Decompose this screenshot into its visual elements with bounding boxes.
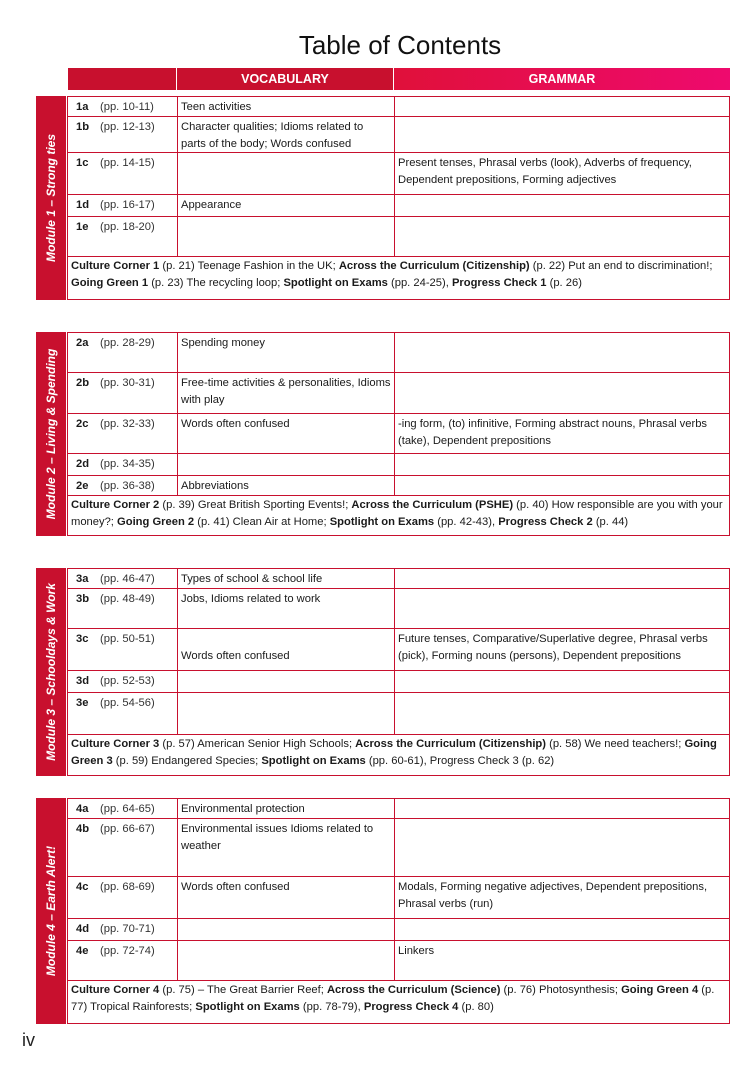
module-band — [36, 798, 66, 1024]
footer-section-title: Culture Corner 2 — [71, 499, 160, 511]
lesson-cell — [68, 941, 178, 980]
footer-section-text: (p. 39) Great British Sporting Events!; — [159, 499, 352, 511]
lesson-code: 3e — [76, 697, 89, 709]
lesson-cell — [68, 919, 178, 940]
lesson-row — [68, 217, 729, 257]
grammar-cell — [395, 919, 729, 940]
lesson-pages: (pp. 12-13) — [100, 121, 155, 133]
lesson-code: 4e — [76, 945, 89, 957]
footer-section-title: Spotlight on Exams — [195, 1001, 300, 1013]
vocabulary-cell: Environmental issues Idioms related to weather — [178, 819, 395, 876]
page-title: Table of Contents — [298, 30, 502, 60]
lesson-row — [68, 941, 729, 981]
grammar-cell — [395, 373, 729, 413]
lesson-cell — [68, 454, 178, 475]
lesson-pages: (pp. 68-69) — [100, 881, 155, 893]
footer-section-title: Across the Curriculum (Citizenship) — [338, 260, 530, 272]
lesson-pages: (pp. 34-35) — [100, 458, 155, 470]
module-title: Module 3 – Schooldays & Work — [44, 583, 58, 761]
module-band — [36, 96, 66, 300]
footer-section-text: (p. 75) – The Great Barrier Reef; — [159, 984, 327, 996]
grammar-cell — [395, 799, 729, 818]
footer-section-text: (pp. 78-79), — [299, 1001, 364, 1013]
footer-section-title: Spotlight on Exams — [283, 277, 388, 289]
footer-section-title: Across the Curriculum (Science) — [326, 984, 501, 996]
grammar-cell — [395, 333, 729, 372]
lesson-pages: (pp. 72-74) — [100, 945, 155, 957]
lesson-row — [68, 569, 729, 589]
grammar-cell: -ing form, (to) infinitive, Forming abstract nouns, Phrasal verbs (take), Dependent prepositions — [398, 418, 708, 447]
lesson-pages: (pp. 32-33) — [100, 418, 155, 430]
lesson-row — [68, 877, 729, 919]
lesson-cell — [68, 97, 178, 116]
lesson-row — [68, 153, 729, 195]
vocabulary-cell: Types of school & school life — [178, 569, 395, 588]
module-footer — [68, 979, 729, 1023]
vocabulary-cell: Words often confused — [178, 629, 395, 670]
footer-section-text: (pp. 60-61), Progress Check 3 (p. 62) — [365, 755, 555, 767]
footer-section-text: (p. 76) Photosynthesis; — [500, 984, 622, 996]
lesson-pages: (pp. 50-51) — [100, 633, 155, 645]
grammar-cell: Future tenses, Comparative/Superlative degree, Phrasal verbs (pick), Forming nouns (persons), Dependent prepositions — [398, 633, 708, 662]
module-footer — [68, 255, 729, 299]
footer-section-text: (p. 21) Teenage Fashion in the UK; — [159, 260, 339, 272]
grammar-cell — [395, 117, 729, 152]
lesson-code: 2b — [76, 377, 90, 389]
footer-section-title: Culture Corner 1 — [71, 260, 160, 272]
header-grammar: GRAMMAR — [394, 68, 730, 90]
module-title: Module 4 – Earth Alert! — [44, 845, 58, 977]
lesson-row — [68, 333, 729, 373]
lesson-pages: (pp. 64-65) — [100, 803, 155, 815]
footer-section-text: (p. 40) How responsible are you with your money?; — [71, 499, 726, 528]
module-title: Module 2 – Living & Spending — [44, 348, 58, 520]
header-vocabulary: VOCABULARY — [177, 68, 393, 90]
vocabulary-cell — [178, 671, 395, 692]
lesson-row — [68, 117, 729, 153]
lesson-cell — [68, 877, 178, 918]
module-3 — [36, 568, 730, 776]
footer-section-text: (pp. 42-43), — [434, 516, 499, 528]
module-1 — [36, 96, 730, 300]
footer-section-title: Going Green 2 — [117, 516, 195, 528]
lesson-cell — [68, 217, 178, 256]
lesson-cell — [68, 476, 178, 495]
footer-section-title: Progress Check 2 — [498, 516, 593, 528]
grammar-cell — [395, 693, 729, 734]
lesson-pages: (pp. 52-53) — [100, 675, 155, 687]
grammar-cell — [395, 589, 729, 628]
footer-section-title: Culture Corner 4 — [71, 984, 160, 996]
lesson-cell — [68, 799, 178, 818]
page-number: iv — [22, 1030, 35, 1050]
footer-section-text: (pp. 24-25), — [387, 277, 452, 289]
lesson-pages: (pp. 66-67) — [100, 823, 155, 835]
lesson-cell — [68, 693, 178, 734]
grammar-cell — [395, 476, 729, 495]
module-table — [67, 96, 730, 300]
lesson-pages: (pp. 14-15) — [100, 157, 155, 169]
lesson-code: 4a — [76, 803, 89, 815]
footer-section-text: (p. 22) Put an end to discrimination!; — [529, 260, 716, 272]
vocabulary-cell — [178, 217, 395, 256]
footer-section-text: (p. 58) We need teachers!; — [546, 738, 685, 750]
vocabulary-cell: Environmental protection — [178, 799, 395, 818]
footer-section-text: (p. 23) The recycling loop; — [148, 277, 284, 289]
footer-section-title: Going Green 3 — [71, 738, 717, 767]
vocabulary-cell: Free-time activities & personalities, Idioms with play — [178, 373, 395, 413]
lesson-code: 4d — [76, 923, 90, 935]
grammar-cell: Present tenses, Phrasal verbs (look), Adverbs of frequency, Dependent prepositions, Forming adjectives — [398, 157, 692, 186]
lesson-row — [68, 819, 729, 877]
lesson-cell — [68, 333, 178, 372]
lesson-pages: (pp. 70-71) — [100, 923, 155, 935]
lesson-code: 4c — [76, 881, 89, 893]
lesson-cell — [68, 153, 178, 194]
module-band — [36, 332, 66, 536]
vocabulary-cell: Character qualities; Idioms related to parts of the body; Words confused — [178, 117, 395, 152]
footer-section-text: (p. 59) Endangered Species; — [112, 755, 262, 767]
lesson-code: 1e — [76, 221, 89, 233]
vocabulary-cell: Teen activities — [178, 97, 395, 116]
lesson-code: 3c — [76, 633, 89, 645]
lesson-row — [68, 373, 729, 414]
lesson-pages: (pp. 54-56) — [100, 697, 155, 709]
footer-section-text: (p. 77) Tropical Rainforests; — [71, 984, 718, 1013]
lesson-pages: (pp. 30-31) — [100, 377, 155, 389]
lesson-pages: (pp. 28-29) — [100, 337, 155, 349]
lesson-row — [68, 195, 729, 217]
vocabulary-cell — [178, 693, 395, 734]
lesson-code: 1b — [76, 121, 90, 133]
lesson-code: 1a — [76, 101, 89, 113]
lesson-cell — [68, 195, 178, 216]
lesson-code: 3d — [76, 675, 90, 687]
vocabulary-cell: Appearance — [178, 195, 395, 216]
lesson-row — [68, 454, 729, 476]
lesson-code: 2d — [76, 458, 90, 470]
footer-section-title: Spotlight on Exams — [261, 755, 366, 767]
module-title: Module 1 – Strong ties — [44, 133, 58, 263]
module-2 — [36, 332, 730, 536]
lesson-cell — [68, 629, 178, 670]
lesson-cell — [68, 589, 178, 628]
lesson-pages: (pp. 18-20) — [100, 221, 155, 233]
footer-section-text: (p. 80) — [458, 1001, 494, 1013]
footer-section-title: Progress Check 1 — [451, 277, 547, 289]
module-footer — [68, 733, 729, 775]
lesson-cell — [68, 819, 178, 876]
footer-section-title: Across the Curriculum (PSHE) — [351, 499, 514, 511]
lesson-cell — [68, 414, 178, 453]
vocabulary-cell — [178, 454, 395, 475]
footer-section-title: Going Green 4 — [621, 984, 699, 996]
lesson-code: 1c — [76, 157, 89, 169]
vocabulary-cell: Jobs, Idioms related to work — [178, 589, 395, 628]
vocabulary-cell: Words often confused — [178, 877, 395, 918]
lesson-cell — [68, 117, 178, 152]
lesson-row — [68, 671, 729, 693]
lesson-cell — [68, 569, 178, 588]
lesson-row — [68, 476, 729, 496]
lesson-cell — [68, 671, 178, 692]
grammar-cell — [395, 569, 729, 588]
lesson-code: 3b — [76, 593, 90, 605]
lesson-pages: (pp. 36-38) — [100, 480, 155, 492]
module-table — [67, 568, 730, 776]
grammar-cell — [395, 671, 729, 692]
lesson-code: 3a — [76, 573, 89, 585]
grammar-cell — [395, 217, 729, 256]
lesson-code: 2a — [76, 337, 89, 349]
lesson-row — [68, 589, 729, 629]
grammar-cell — [395, 454, 729, 475]
module-table — [67, 798, 730, 1024]
lesson-row — [68, 799, 729, 819]
footer-section-title: Progress Check 4 — [363, 1001, 459, 1013]
footer-section-text: (p. 26) — [546, 277, 582, 289]
footer-section-title: Culture Corner 3 — [71, 738, 160, 750]
module-footer — [68, 494, 729, 535]
lesson-pages: (pp. 16-17) — [100, 199, 155, 211]
grammar-cell: Modals, Forming negative adjectives, Dependent prepositions, Phrasal verbs (run) — [398, 881, 708, 910]
grammar-cell — [395, 195, 729, 216]
lesson-row — [68, 919, 729, 941]
lesson-code: 2c — [76, 418, 89, 430]
lesson-code: 4b — [76, 823, 90, 835]
header-lesson-column — [68, 68, 176, 90]
footer-section-title: Going Green 1 — [71, 277, 149, 289]
lesson-code: 2e — [76, 480, 89, 492]
grammar-cell: Linkers — [398, 945, 435, 957]
module-band — [36, 568, 66, 776]
vocabulary-cell — [178, 919, 395, 940]
lesson-row — [68, 629, 729, 671]
vocabulary-cell — [178, 941, 395, 980]
lesson-row — [68, 693, 729, 735]
lesson-code: 1d — [76, 199, 90, 211]
vocabulary-cell — [178, 153, 395, 194]
module-table — [67, 332, 730, 536]
footer-section-text: (p. 57) American Senior High Schools; — [159, 738, 356, 750]
module-4 — [36, 798, 730, 1024]
footer-section-title: Across the Curriculum (Citizenship) — [355, 738, 546, 750]
vocabulary-cell: Abbreviations — [178, 476, 395, 495]
vocabulary-cell: Words often confused — [178, 414, 395, 453]
footer-section-text: (p. 44) — [592, 516, 629, 528]
lesson-pages: (pp. 10-11) — [100, 101, 154, 113]
footer-section-text: (p. 41) Clean Air at Home; — [194, 516, 330, 528]
lesson-row — [68, 414, 729, 454]
vocabulary-cell: Spending money — [178, 333, 395, 372]
footer-section-title: Spotlight on Exams — [329, 516, 435, 528]
grammar-cell — [395, 97, 729, 116]
lesson-cell — [68, 373, 178, 413]
lesson-pages: (pp. 46-47) — [100, 573, 155, 585]
grammar-cell — [395, 819, 729, 876]
lesson-pages: (pp. 48-49) — [100, 593, 155, 605]
lesson-row — [68, 97, 729, 117]
